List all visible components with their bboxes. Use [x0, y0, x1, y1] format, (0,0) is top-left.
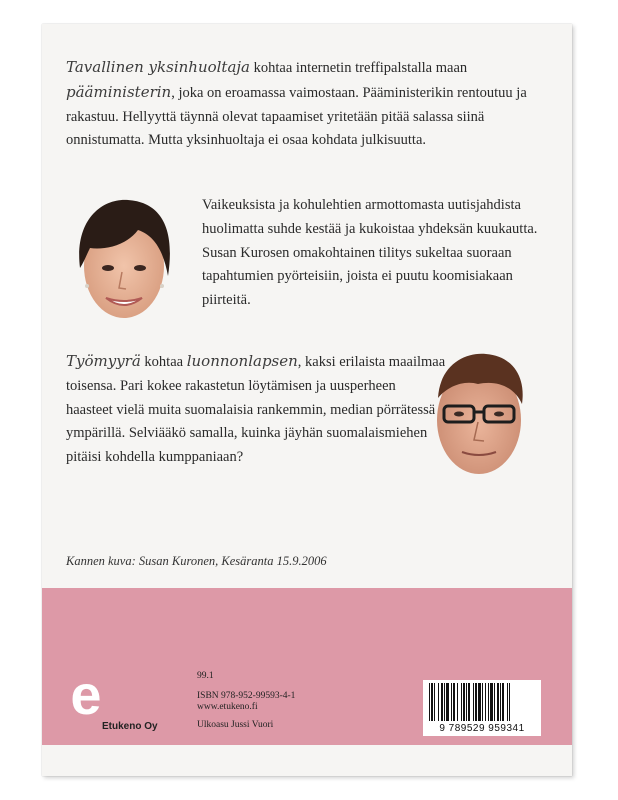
barcode-bar — [463, 683, 465, 721]
blurb-p3-text-1: kohtaa — [140, 354, 187, 370]
barcode-bar — [473, 683, 474, 721]
barcode-bar — [441, 683, 443, 721]
woman-face-photo — [68, 190, 180, 330]
book-metadata — [197, 671, 295, 731]
cover-photo-caption: Kannen kuva: Susan Kuronen, Kesäranta 15.9.2006 — [66, 554, 327, 568]
barcode-bar — [485, 683, 486, 721]
logo-letter: e — [70, 674, 102, 718]
blurb-p3-script-1: Työmyyrä — [66, 352, 141, 370]
barcode-bar — [466, 683, 467, 721]
book-back-cover — [42, 24, 572, 776]
barcode-bar — [497, 683, 499, 721]
barcode-bar — [461, 683, 462, 721]
pink-info-band — [42, 588, 572, 745]
man-face-photo — [426, 348, 532, 478]
barcode-bar — [502, 683, 504, 721]
barcode-bar — [457, 683, 458, 721]
publisher-name: Etukeno Oy — [102, 721, 158, 732]
barcode-bar — [468, 683, 470, 721]
website-text: www.etukeno.fi — [197, 702, 258, 713]
barcode-bar — [507, 683, 508, 721]
barcode-bar — [446, 683, 449, 721]
blurb-p1-script-1: Tavallinen yksinhuoltaja — [66, 58, 250, 76]
classification-code: 99.1 — [197, 671, 214, 681]
barcode-number: 9 789529 959341 — [439, 723, 525, 734]
blurb-paragraph-3 — [66, 350, 446, 470]
barcode-bar — [500, 683, 501, 721]
blurb-p3-text-2: , kaksi erilaista maailmaa toisensa. Pari kokee rakastetun löytämisen ja uusperheen haasteet vielä muita suomalaisia rankemmin, median pörrätessä ympärillä. Selviääkö samalla, kuinka jäyhän suomalaismiehen pitäisi kohdella kumppaniaan? — [66, 354, 446, 466]
barcode-bar — [482, 683, 483, 721]
barcode-bar — [488, 683, 489, 721]
barcode-bar — [494, 683, 495, 721]
isbn-barcode — [423, 680, 541, 736]
blurb-p1-text-1: kohtaa internetin treffipalstalla maan — [250, 60, 468, 76]
barcode-bar — [453, 683, 455, 721]
layout-credit: Ulkoasu Jussi Vuori — [197, 719, 274, 730]
barcode-bar — [434, 683, 435, 721]
barcode-bar — [438, 683, 439, 721]
barcode-bar — [490, 683, 493, 721]
blurb-paragraph-2: Vaikeuksista ja kohulehtien armottomasta uutisjahdista huolimatta suhde kestää ja kukoistaa yhdeksän kuukautta. Susan Kurosen omakohtainen tilitys sukeltaa suoraan tapahtumien pyörteisiin, joista ei puutu koomisiakaan piirteitä. — [202, 197, 538, 309]
blurb-p3-script-2: luonnonlapsen — [186, 352, 298, 370]
blurb-p1-script-2: pääministerin — [66, 82, 172, 101]
barcode-bar — [509, 683, 510, 721]
barcode-bar — [444, 683, 445, 721]
blurb-paragraph-1 — [66, 56, 546, 153]
barcode-bar — [431, 683, 433, 721]
barcode-bar — [451, 683, 452, 721]
etukeno-logo-icon — [64, 674, 108, 718]
barcode-bar — [475, 683, 477, 721]
barcode-bar — [478, 683, 481, 721]
blurb-p1-text-2: , joka on eroamassa vaimostaan. Pääministerikin rentoutuu ja rakastuu. Hellyyttä täynnä olevat tapaamiset yritetään pitää salassa siinä onnistumatta. Mutta yksinhuoltaja ei osaa kohdata julkisuutta. — [66, 84, 527, 149]
isbn-text: ISBN 978-952-99593-4-1 — [197, 690, 296, 701]
barcode-bar — [429, 683, 430, 721]
